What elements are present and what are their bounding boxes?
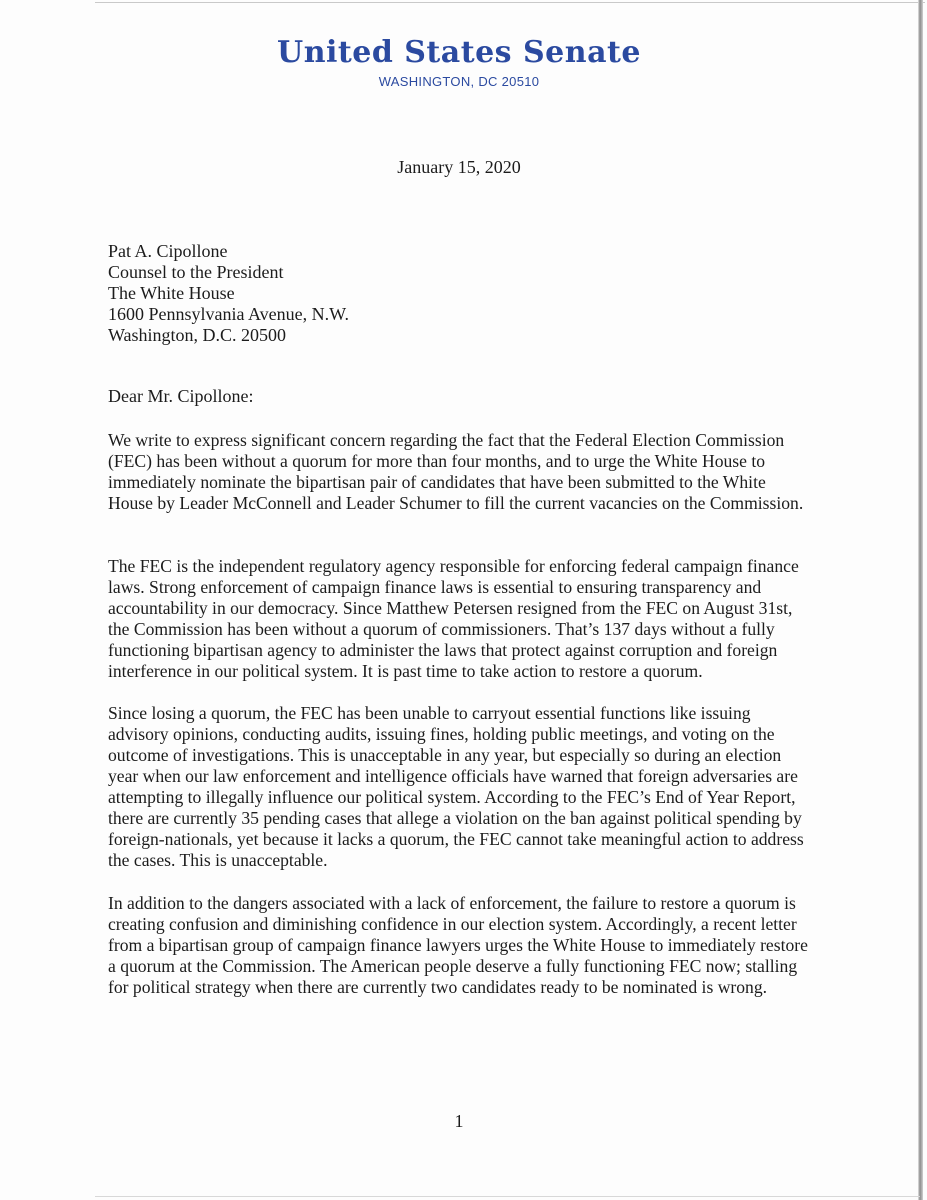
recipient-address (108, 241, 349, 346)
body-paragraph-3: Since losing a quorum, the FEC has been unable to carryout essential functions like issuing advisory opinions, conducting audits, issuing fines, holding public meetings, and voting on the outcome of investigations. This is unacceptable in any year, but especially so during an election year when our law enforcement and intelligence officials have warned that foreign adversaries are attempting to illegally influence our political system. According to the FEC’s End of Year Report, there are currently 35 pending cases that allege a violation on the ban against political spending by foreign-nationals, yet because it lacks a quorum, the FEC cannot take meaningful action to address the cases. This is unacceptable. (108, 703, 804, 870)
recipient-title: Counsel to the President (108, 262, 284, 282)
letter-date: January 15, 2020 (397, 157, 521, 177)
body-paragraph-2: The FEC is the independent regulatory agency responsible for enforcing federal campaign finance laws. Strong enforcement of campaign finance laws is essential to ensuring transparency and accountability in our democracy. Since Matthew Petersen resigned from the FEC on August 31st, the Commission has been without a quorum of commissioners. That’s 137 days without a fully functioning bipartisan agency to administer the laws that protect against corruption and foreign interference in our political system. It is past time to take action to restore a quorum. (108, 556, 799, 681)
letterhead-location: WASHINGTON, DC 20510 (378, 74, 540, 89)
recipient-city: Washington, D.C. 20500 (108, 325, 287, 345)
letterhead-title: United States Senate (277, 35, 641, 70)
body-paragraph-4: In addition to the dangers associated with a lack of enforcement, the failure to restore a quorum is creating confusion and diminishing confidence in our election system. Accordingly, a recent letter from a bipartisan group of campaign finance lawyers urges the White House to immediately restore a quorum at the Commission. The American people deserve a fully functioning FEC now; stalling for political strategy when there are currently two candidates ready to be nominated is wrong. (108, 893, 808, 997)
body-paragraph-1: We write to express significant concern regarding the fact that the Federal Election Commission (FEC) has been without a quorum for more than four months, and to urge the White House to immediately nominate the bipartisan pair of candidates that have been submitted to the White House by Leader McConnell and Leader Schumer to fill the current vacancies on the Commission. (108, 430, 804, 513)
salutation: Dear Mr. Cipollone: (108, 386, 254, 406)
page-number: 1 (454, 1111, 464, 1131)
letterhead (0, 36, 918, 89)
scan-edge-bottom (95, 1196, 920, 1197)
recipient-name: Pat A. Cipollone (108, 241, 228, 261)
scan-edge-top (95, 2, 925, 3)
recipient-street: 1600 Pennsylvania Avenue, N.W. (108, 304, 349, 324)
scan-edge-right (918, 0, 923, 1200)
recipient-office: The White House (108, 283, 235, 303)
